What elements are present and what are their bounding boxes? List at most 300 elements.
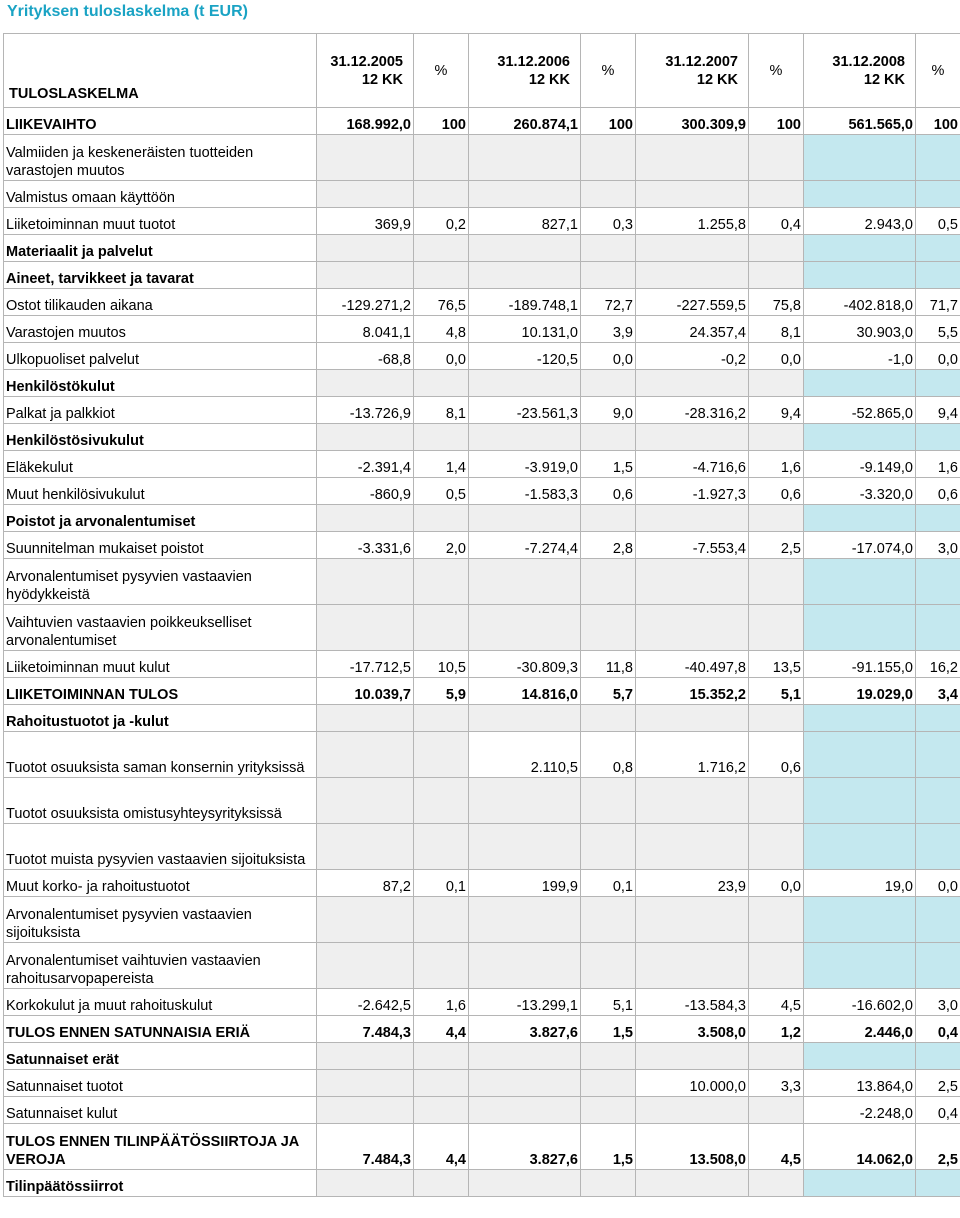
pct-cell-2005: 1,4 bbox=[414, 451, 469, 478]
pct-cell-2007: 0,6 bbox=[749, 732, 804, 778]
pct-cell-2008 bbox=[916, 235, 960, 262]
row-label: Poistot ja arvonalentumiset bbox=[4, 505, 317, 532]
period-date: 31.12.2005 bbox=[330, 53, 403, 70]
pct-cell-2006 bbox=[581, 370, 636, 397]
statement-heading: TULOSLASKELMA bbox=[4, 34, 317, 108]
value-cell-2006: 2.110,5 bbox=[469, 732, 581, 778]
pct-cell-2007: 3,3 bbox=[749, 1070, 804, 1097]
pct-cell-2006 bbox=[581, 135, 636, 181]
pct-cell-2005 bbox=[414, 235, 469, 262]
value-cell-2006: 199,9 bbox=[469, 870, 581, 897]
pct-cell-2006 bbox=[581, 235, 636, 262]
pct-cell-2006: 0,6 bbox=[581, 478, 636, 505]
pct-cell-2008: 2,5 bbox=[916, 1070, 960, 1097]
value-cell-2007: -227.559,5 bbox=[636, 289, 749, 316]
value-cell-2006: -3.919,0 bbox=[469, 451, 581, 478]
row-label: Valmistus omaan käyttöön bbox=[4, 181, 317, 208]
value-cell-2005: 7.484,3 bbox=[317, 1016, 414, 1043]
value-cell-2005 bbox=[317, 1170, 414, 1197]
value-cell-2007: -28.316,2 bbox=[636, 397, 749, 424]
pct-cell-2005 bbox=[414, 824, 469, 870]
value-cell-2008 bbox=[804, 559, 916, 605]
pct-cell-2006 bbox=[581, 778, 636, 824]
value-cell-2007: 23,9 bbox=[636, 870, 749, 897]
table-row bbox=[4, 870, 960, 897]
value-cell-2006 bbox=[469, 1043, 581, 1070]
value-cell-2007: 300.309,9 bbox=[636, 108, 749, 135]
pct-cell-2008: 100 bbox=[916, 108, 960, 135]
pct-cell-2008: 9,4 bbox=[916, 397, 960, 424]
value-cell-2006: -30.809,3 bbox=[469, 651, 581, 678]
value-cell-2006 bbox=[469, 897, 581, 943]
value-cell-2008 bbox=[804, 235, 916, 262]
pct-cell-2005 bbox=[414, 181, 469, 208]
value-cell-2005 bbox=[317, 824, 414, 870]
pct-cell-2008 bbox=[916, 732, 960, 778]
period-date: 31.12.2007 bbox=[665, 53, 738, 70]
pct-cell-2006: 9,0 bbox=[581, 397, 636, 424]
pct-cell-2007 bbox=[749, 181, 804, 208]
value-cell-2007: 1.716,2 bbox=[636, 732, 749, 778]
row-label: Muut henkilösivukulut bbox=[4, 478, 317, 505]
page-title: Yrityksen tuloslaskelma (t EUR) bbox=[7, 3, 248, 20]
pct-cell-2006 bbox=[581, 824, 636, 870]
value-cell-2008 bbox=[804, 424, 916, 451]
value-cell-2007: 1.255,8 bbox=[636, 208, 749, 235]
value-cell-2006 bbox=[469, 424, 581, 451]
value-cell-2005 bbox=[317, 943, 414, 989]
value-cell-2008: 14.062,0 bbox=[804, 1124, 916, 1170]
pct-cell-2005: 76,5 bbox=[414, 289, 469, 316]
value-cell-2005 bbox=[317, 262, 414, 289]
table-row bbox=[4, 943, 960, 989]
period-length: 12 KK bbox=[528, 71, 570, 88]
value-cell-2007 bbox=[636, 705, 749, 732]
table-row bbox=[4, 135, 960, 181]
pct-cell-2008 bbox=[916, 897, 960, 943]
pct-cell-2007 bbox=[749, 824, 804, 870]
pct-header: % bbox=[414, 34, 469, 108]
value-cell-2007: -13.584,3 bbox=[636, 989, 749, 1016]
pct-cell-2006 bbox=[581, 1043, 636, 1070]
pct-cell-2005 bbox=[414, 778, 469, 824]
value-cell-2008: -52.865,0 bbox=[804, 397, 916, 424]
value-cell-2007 bbox=[636, 505, 749, 532]
pct-cell-2005: 5,9 bbox=[414, 678, 469, 705]
value-cell-2008: -91.155,0 bbox=[804, 651, 916, 678]
pct-cell-2006: 72,7 bbox=[581, 289, 636, 316]
pct-cell-2005 bbox=[414, 135, 469, 181]
value-cell-2008 bbox=[804, 824, 916, 870]
value-cell-2007: 10.000,0 bbox=[636, 1070, 749, 1097]
value-cell-2006: -7.274,4 bbox=[469, 532, 581, 559]
pct-cell-2005 bbox=[414, 732, 469, 778]
pct-cell-2005 bbox=[414, 262, 469, 289]
pct-cell-2006 bbox=[581, 605, 636, 651]
period-header-2007 bbox=[636, 34, 749, 108]
pct-cell-2008: 0,0 bbox=[916, 343, 960, 370]
row-label: Eläkekulut bbox=[4, 451, 317, 478]
value-cell-2007 bbox=[636, 943, 749, 989]
pct-cell-2006: 1,5 bbox=[581, 1016, 636, 1043]
table-row bbox=[4, 732, 960, 778]
row-label: Satunnaiset erät bbox=[4, 1043, 317, 1070]
table-row bbox=[4, 705, 960, 732]
pct-cell-2007 bbox=[749, 1097, 804, 1124]
value-cell-2005: -860,9 bbox=[317, 478, 414, 505]
period-header-2008 bbox=[804, 34, 916, 108]
pct-cell-2005 bbox=[414, 897, 469, 943]
pct-cell-2008 bbox=[916, 1170, 960, 1197]
row-label: Korkokulut ja muut rahoituskulut bbox=[4, 989, 317, 1016]
value-cell-2006 bbox=[469, 181, 581, 208]
pct-cell-2005 bbox=[414, 943, 469, 989]
pct-cell-2007 bbox=[749, 505, 804, 532]
value-cell-2007: -0,2 bbox=[636, 343, 749, 370]
value-cell-2008: -2.248,0 bbox=[804, 1097, 916, 1124]
pct-cell-2007: 2,5 bbox=[749, 532, 804, 559]
pct-cell-2005 bbox=[414, 370, 469, 397]
value-cell-2005: 7.484,3 bbox=[317, 1124, 414, 1170]
period-length: 12 KK bbox=[361, 71, 403, 88]
value-cell-2008: 19,0 bbox=[804, 870, 916, 897]
row-label: Vaihtuvien vastaavien poikkeukselliset arvonalentumiset bbox=[4, 605, 317, 651]
value-cell-2006: 827,1 bbox=[469, 208, 581, 235]
pct-cell-2005 bbox=[414, 505, 469, 532]
value-cell-2008: -3.320,0 bbox=[804, 478, 916, 505]
pct-cell-2008 bbox=[916, 262, 960, 289]
value-cell-2005: 369,9 bbox=[317, 208, 414, 235]
pct-cell-2005: 4,4 bbox=[414, 1016, 469, 1043]
pct-cell-2007 bbox=[749, 605, 804, 651]
pct-cell-2008 bbox=[916, 370, 960, 397]
row-label: Arvonalentumiset pysyvien vastaavien sijoituksista bbox=[4, 897, 317, 943]
pct-cell-2005 bbox=[414, 1043, 469, 1070]
period-length: 12 KK bbox=[696, 71, 738, 88]
value-cell-2006 bbox=[469, 705, 581, 732]
table-row bbox=[4, 1124, 960, 1170]
pct-cell-2005: 0,1 bbox=[414, 870, 469, 897]
pct-cell-2005: 2,0 bbox=[414, 532, 469, 559]
pct-cell-2007: 8,1 bbox=[749, 316, 804, 343]
row-label: Ostot tilikauden aikana bbox=[4, 289, 317, 316]
pct-cell-2006 bbox=[581, 705, 636, 732]
value-cell-2005 bbox=[317, 370, 414, 397]
row-label: Ulkopuoliset palvelut bbox=[4, 343, 317, 370]
pct-cell-2006 bbox=[581, 262, 636, 289]
value-cell-2006 bbox=[469, 505, 581, 532]
pct-cell-2008: 0,5 bbox=[916, 208, 960, 235]
pct-cell-2007: 0,0 bbox=[749, 343, 804, 370]
period-date: 31.12.2006 bbox=[497, 53, 570, 70]
pct-cell-2007: 75,8 bbox=[749, 289, 804, 316]
value-cell-2008 bbox=[804, 1170, 916, 1197]
pct-cell-2008: 3,0 bbox=[916, 532, 960, 559]
pct-cell-2006 bbox=[581, 1070, 636, 1097]
pct-cell-2008: 0,4 bbox=[916, 1097, 960, 1124]
pct-cell-2008: 5,5 bbox=[916, 316, 960, 343]
value-cell-2007 bbox=[636, 181, 749, 208]
value-cell-2005 bbox=[317, 1070, 414, 1097]
value-cell-2006: -13.299,1 bbox=[469, 989, 581, 1016]
value-cell-2008 bbox=[804, 262, 916, 289]
value-cell-2008 bbox=[804, 778, 916, 824]
pct-cell-2008 bbox=[916, 824, 960, 870]
value-cell-2006: 10.131,0 bbox=[469, 316, 581, 343]
pct-cell-2008 bbox=[916, 705, 960, 732]
value-cell-2007 bbox=[636, 235, 749, 262]
value-cell-2006 bbox=[469, 1097, 581, 1124]
row-label: Henkilöstösivukulut bbox=[4, 424, 317, 451]
pct-cell-2008 bbox=[916, 605, 960, 651]
value-cell-2005: -2.391,4 bbox=[317, 451, 414, 478]
pct-cell-2007 bbox=[749, 1043, 804, 1070]
value-cell-2008 bbox=[804, 943, 916, 989]
value-cell-2007 bbox=[636, 897, 749, 943]
row-label: Satunnaiset tuotot bbox=[4, 1070, 317, 1097]
row-label: Aineet, tarvikkeet ja tavarat bbox=[4, 262, 317, 289]
period-header-2005 bbox=[317, 34, 414, 108]
pct-cell-2005: 0,2 bbox=[414, 208, 469, 235]
pct-cell-2005 bbox=[414, 559, 469, 605]
row-label: TULOS ENNEN TILINPÄÄTÖSSIIRTOJA JA VEROJA bbox=[4, 1124, 317, 1170]
value-cell-2005: -2.642,5 bbox=[317, 989, 414, 1016]
pct-cell-2007: 0,0 bbox=[749, 870, 804, 897]
pct-cell-2005: 4,8 bbox=[414, 316, 469, 343]
pct-cell-2008 bbox=[916, 181, 960, 208]
value-cell-2007 bbox=[636, 778, 749, 824]
table-row bbox=[4, 651, 960, 678]
period-header-2006 bbox=[469, 34, 581, 108]
table-row bbox=[4, 1016, 960, 1043]
row-label: Rahoitustuotot ja -kulut bbox=[4, 705, 317, 732]
pct-cell-2006: 5,1 bbox=[581, 989, 636, 1016]
pct-header: % bbox=[581, 34, 636, 108]
income-statement-table bbox=[3, 33, 960, 1197]
value-cell-2005 bbox=[317, 705, 414, 732]
pct-cell-2006: 5,7 bbox=[581, 678, 636, 705]
pct-cell-2008 bbox=[916, 505, 960, 532]
table-row bbox=[4, 478, 960, 505]
table-row bbox=[4, 605, 960, 651]
pct-cell-2007 bbox=[749, 1170, 804, 1197]
value-cell-2007: -7.553,4 bbox=[636, 532, 749, 559]
pct-cell-2006: 1,5 bbox=[581, 1124, 636, 1170]
table-row bbox=[4, 424, 960, 451]
value-cell-2008: -1,0 bbox=[804, 343, 916, 370]
table-row bbox=[4, 678, 960, 705]
value-cell-2005: -68,8 bbox=[317, 343, 414, 370]
value-cell-2008 bbox=[804, 897, 916, 943]
pct-cell-2005: 8,1 bbox=[414, 397, 469, 424]
table-row bbox=[4, 370, 960, 397]
pct-cell-2006 bbox=[581, 505, 636, 532]
pct-cell-2008 bbox=[916, 778, 960, 824]
pct-cell-2006 bbox=[581, 943, 636, 989]
value-cell-2005: -129.271,2 bbox=[317, 289, 414, 316]
row-label: Materiaalit ja palvelut bbox=[4, 235, 317, 262]
pct-cell-2005 bbox=[414, 605, 469, 651]
pct-cell-2007: 4,5 bbox=[749, 989, 804, 1016]
pct-cell-2006 bbox=[581, 181, 636, 208]
pct-cell-2007 bbox=[749, 135, 804, 181]
value-cell-2005 bbox=[317, 505, 414, 532]
value-cell-2007 bbox=[636, 824, 749, 870]
value-cell-2005 bbox=[317, 732, 414, 778]
value-cell-2006: 260.874,1 bbox=[469, 108, 581, 135]
value-cell-2006: -120,5 bbox=[469, 343, 581, 370]
value-cell-2006: -1.583,3 bbox=[469, 478, 581, 505]
value-cell-2007 bbox=[636, 1170, 749, 1197]
pct-cell-2007: 9,4 bbox=[749, 397, 804, 424]
value-cell-2006 bbox=[469, 778, 581, 824]
pct-cell-2007 bbox=[749, 424, 804, 451]
value-cell-2005: -3.331,6 bbox=[317, 532, 414, 559]
value-cell-2005 bbox=[317, 135, 414, 181]
row-label: Arvonalentumiset vaihtuvien vastaavien rahoitusarvopapereista bbox=[4, 943, 317, 989]
pct-cell-2006 bbox=[581, 424, 636, 451]
pct-cell-2007: 100 bbox=[749, 108, 804, 135]
row-label: Tuotot muista pysyvien vastaavien sijoituksista bbox=[4, 824, 317, 870]
row-label: Muut korko- ja rahoitustuotot bbox=[4, 870, 317, 897]
pct-cell-2005: 0,5 bbox=[414, 478, 469, 505]
value-cell-2006 bbox=[469, 1170, 581, 1197]
table-row bbox=[4, 316, 960, 343]
table-row bbox=[4, 989, 960, 1016]
pct-cell-2005 bbox=[414, 1070, 469, 1097]
pct-cell-2007 bbox=[749, 943, 804, 989]
value-cell-2007: -1.927,3 bbox=[636, 478, 749, 505]
pct-cell-2006 bbox=[581, 559, 636, 605]
pct-cell-2008: 0,6 bbox=[916, 478, 960, 505]
pct-cell-2007 bbox=[749, 370, 804, 397]
value-cell-2006 bbox=[469, 559, 581, 605]
table-row bbox=[4, 451, 960, 478]
value-cell-2006: -189.748,1 bbox=[469, 289, 581, 316]
pct-cell-2007: 0,4 bbox=[749, 208, 804, 235]
value-cell-2007: 24.357,4 bbox=[636, 316, 749, 343]
pct-cell-2006: 100 bbox=[581, 108, 636, 135]
pct-cell-2008: 2,5 bbox=[916, 1124, 960, 1170]
pct-cell-2005 bbox=[414, 1170, 469, 1197]
pct-cell-2008 bbox=[916, 559, 960, 605]
pct-cell-2007 bbox=[749, 897, 804, 943]
pct-cell-2005: 4,4 bbox=[414, 1124, 469, 1170]
pct-cell-2005: 100 bbox=[414, 108, 469, 135]
value-cell-2006 bbox=[469, 262, 581, 289]
value-cell-2008: 30.903,0 bbox=[804, 316, 916, 343]
row-label: Arvonalentumiset pysyvien vastaavien hyödykkeistä bbox=[4, 559, 317, 605]
row-label: Henkilöstökulut bbox=[4, 370, 317, 397]
value-cell-2005 bbox=[317, 424, 414, 451]
pct-cell-2005 bbox=[414, 424, 469, 451]
table-row bbox=[4, 108, 960, 135]
value-cell-2007: 13.508,0 bbox=[636, 1124, 749, 1170]
pct-cell-2006: 1,5 bbox=[581, 451, 636, 478]
value-cell-2007 bbox=[636, 559, 749, 605]
table-row bbox=[4, 897, 960, 943]
value-cell-2006: 14.816,0 bbox=[469, 678, 581, 705]
pct-cell-2007 bbox=[749, 559, 804, 605]
row-label: Valmiiden ja keskeneräisten tuotteiden varastojen muutos bbox=[4, 135, 317, 181]
pct-header: % bbox=[749, 34, 804, 108]
table-row bbox=[4, 505, 960, 532]
value-cell-2008 bbox=[804, 705, 916, 732]
row-label: LIIKETOIMINNAN TULOS bbox=[4, 678, 317, 705]
header-row bbox=[4, 34, 960, 108]
row-label: Suunnitelman mukaiset poistot bbox=[4, 532, 317, 559]
value-cell-2008: -17.074,0 bbox=[804, 532, 916, 559]
value-cell-2007 bbox=[636, 424, 749, 451]
pct-cell-2006: 0,0 bbox=[581, 343, 636, 370]
value-cell-2007: -40.497,8 bbox=[636, 651, 749, 678]
table-row bbox=[4, 262, 960, 289]
row-label: Tuotot osuuksista saman konsernin yrityksissä bbox=[4, 732, 317, 778]
value-cell-2005: -17.712,5 bbox=[317, 651, 414, 678]
row-label: Liiketoiminnan muut kulut bbox=[4, 651, 317, 678]
value-cell-2008: -9.149,0 bbox=[804, 451, 916, 478]
value-cell-2005 bbox=[317, 778, 414, 824]
pct-cell-2005 bbox=[414, 705, 469, 732]
pct-cell-2006: 0,8 bbox=[581, 732, 636, 778]
value-cell-2005: 168.992,0 bbox=[317, 108, 414, 135]
value-cell-2008 bbox=[804, 732, 916, 778]
value-cell-2008: -402.818,0 bbox=[804, 289, 916, 316]
table-row bbox=[4, 208, 960, 235]
value-cell-2005: 87,2 bbox=[317, 870, 414, 897]
value-cell-2005 bbox=[317, 181, 414, 208]
value-cell-2008: 2.446,0 bbox=[804, 1016, 916, 1043]
value-cell-2005 bbox=[317, 235, 414, 262]
pct-cell-2008 bbox=[916, 1043, 960, 1070]
table-row bbox=[4, 532, 960, 559]
value-cell-2007: 3.508,0 bbox=[636, 1016, 749, 1043]
pct-cell-2006: 3,9 bbox=[581, 316, 636, 343]
period-length: 12 KK bbox=[863, 71, 905, 88]
table-row bbox=[4, 397, 960, 424]
pct-cell-2007: 5,1 bbox=[749, 678, 804, 705]
value-cell-2008 bbox=[804, 370, 916, 397]
value-cell-2006 bbox=[469, 135, 581, 181]
value-cell-2005 bbox=[317, 559, 414, 605]
pct-cell-2007 bbox=[749, 262, 804, 289]
pct-cell-2008: 16,2 bbox=[916, 651, 960, 678]
row-label: Tilinpäätössiirrot bbox=[4, 1170, 317, 1197]
pct-cell-2007: 0,6 bbox=[749, 478, 804, 505]
pct-cell-2008: 1,6 bbox=[916, 451, 960, 478]
pct-cell-2008: 71,7 bbox=[916, 289, 960, 316]
period-date: 31.12.2008 bbox=[832, 53, 905, 70]
pct-cell-2007: 4,5 bbox=[749, 1124, 804, 1170]
value-cell-2008: -16.602,0 bbox=[804, 989, 916, 1016]
table-row bbox=[4, 778, 960, 824]
value-cell-2007 bbox=[636, 605, 749, 651]
value-cell-2007: 15.352,2 bbox=[636, 678, 749, 705]
value-cell-2005: -13.726,9 bbox=[317, 397, 414, 424]
value-cell-2007 bbox=[636, 1043, 749, 1070]
pct-cell-2007 bbox=[749, 778, 804, 824]
row-label: Palkat ja palkkiot bbox=[4, 397, 317, 424]
value-cell-2005 bbox=[317, 897, 414, 943]
value-cell-2006 bbox=[469, 1070, 581, 1097]
value-cell-2006 bbox=[469, 824, 581, 870]
value-cell-2006: -23.561,3 bbox=[469, 397, 581, 424]
pct-cell-2008 bbox=[916, 424, 960, 451]
value-cell-2006 bbox=[469, 370, 581, 397]
row-label: TULOS ENNEN SATUNNAISIA ERIÄ bbox=[4, 1016, 317, 1043]
table-row bbox=[4, 824, 960, 870]
row-label: Satunnaiset kulut bbox=[4, 1097, 317, 1124]
